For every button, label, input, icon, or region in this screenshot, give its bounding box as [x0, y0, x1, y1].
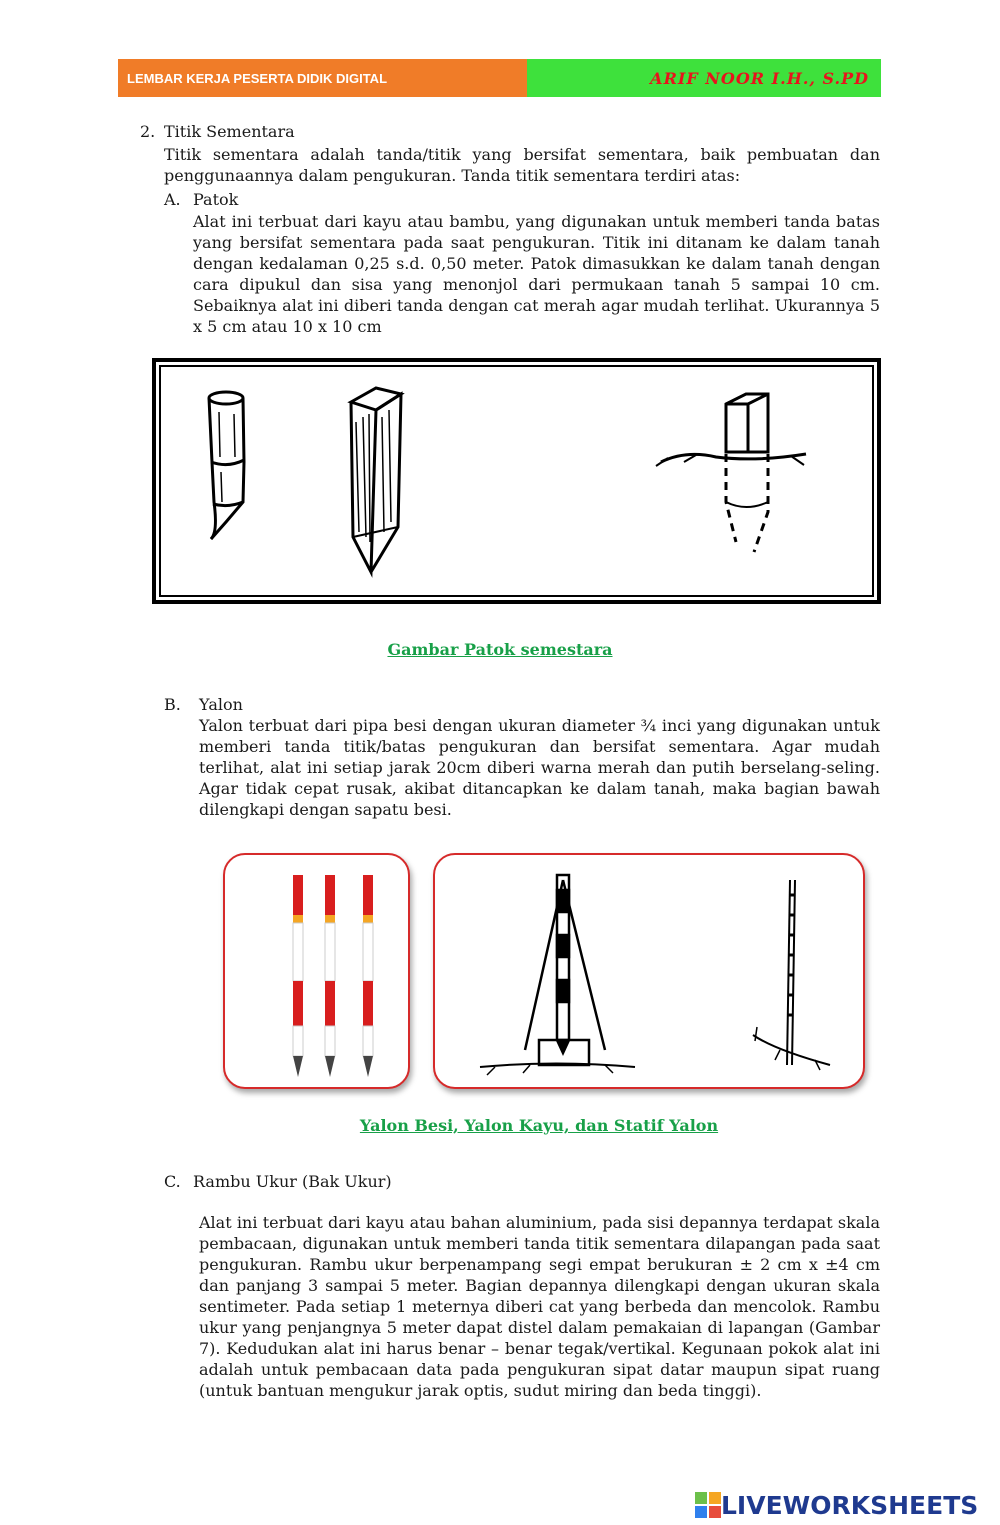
- patok-figure: [152, 358, 881, 604]
- section-title: Titik Sementara: [164, 122, 295, 141]
- item-a-title: Patok: [193, 190, 239, 209]
- item-c-letter: C.: [164, 1172, 181, 1191]
- item-b-body: Yalon terbuat dari pipa besi dengan ukuran diameter ¾ inci yang digunakan untuk memberi tanda titik/batas pengukuran dan bersifat sementara. Agar mudah terlihat, alat ini setiap jarak 20cm diberi warna merah dan putih berselang-seling. Agar tidak cepat rusak, akibat ditancapkan ke dalam tanah, maka bagian bawah dilengkapi dengan sapatu besi.: [199, 716, 880, 819]
- liveworksheets-icon: [695, 1492, 721, 1518]
- yalon-statif-photo: [433, 853, 865, 1089]
- yalon-poles-icon: [225, 855, 408, 1087]
- worksheet-header: [118, 59, 881, 97]
- section-intro: Titik sementara adalah tanda/titik yang bersifat sementara, baik pembuatan dan penggunaannya dalam pengukuran. Tanda titik sementara terdiri atas:: [164, 145, 880, 185]
- patok-illustration: [156, 362, 877, 600]
- liveworksheets-logo[interactable]: [695, 1490, 995, 1520]
- item-a-letter: A.: [164, 190, 181, 209]
- bamboo-stake-icon: [209, 392, 244, 539]
- wooden-stake-icon: [351, 388, 401, 572]
- liveworksheets-text: LIVEWORKSHEETS: [721, 1490, 979, 1520]
- yalon-besi-photo: [223, 853, 410, 1089]
- statif-yalon-icon: [480, 875, 635, 1075]
- yalon-statif-illustration: [435, 855, 863, 1087]
- item-b-title: Yalon: [199, 695, 243, 714]
- buried-stake-icon: [656, 394, 806, 552]
- item-a-body: Alat ini terbuat dari kayu atau bambu, yang digunakan untuk memberi tanda batas yang bersifat sementara pada saat pengukuran. Titik ini ditanam ke dalam tanah dengan kedalaman 0,25 s.d. 0,50 meter. Patok dimasukkan ke dalam tanah dengan cara dipukul dan sisa yang menonjol dari permukaan tanah 5 sampai 10 cm. Sebaiknya alat ini diberi tanda dengan cat merah agar mudah terlihat. Ukurannya 5 x 5 cm atau 10 x 10 cm: [193, 212, 880, 336]
- patok-caption: Gambar Patok semestara: [387, 640, 613, 659]
- item-b-letter: B.: [164, 695, 181, 714]
- item-c-body: Alat ini terbuat dari kayu atau bahan aluminium, pada sisi depannya terdapat skala pembacaan, digunakan untuk memberi tanda titik sementara dilapangan pada saat pengukuran. Rambu ukur berpenampang segi empat berukuran ± 2 cm x ±4 cm dan panjang 3 sampai 5 meter. Bagian depannya dilengkapi dengan ukuran skala sentimeter. Pada setiap 1 meternya diberi cat yang berbeda dan mencolok. Rambu ukur yang penjangnya 5 meter dapat distel dalam pemakaian di lapangan (Gambar 7). Kedudukan alat ini harus benar – benar tegak/vertikal. Kegunaan pokok alat ini adalah untuk pembacaan data pada pengukuran sipat datar maupun sipat ruang (untuk bantuan mengukur jarak optis, sudut miring dan beda tinggi).: [199, 1213, 880, 1400]
- worksheet-title: LEMBAR KERJA PESERTA DIDIK DIGITAL: [118, 59, 527, 97]
- section-number: 2.: [140, 122, 156, 141]
- author-name: ARIF NOOR I.H., S.PD: [527, 59, 881, 97]
- item-c-title: Rambu Ukur (Bak Ukur): [193, 1172, 392, 1191]
- yalon-caption: Yalon Besi, Yalon Kayu, dan Statif Yalon: [359, 1116, 719, 1135]
- wooden-yalon-icon: [753, 880, 830, 1070]
